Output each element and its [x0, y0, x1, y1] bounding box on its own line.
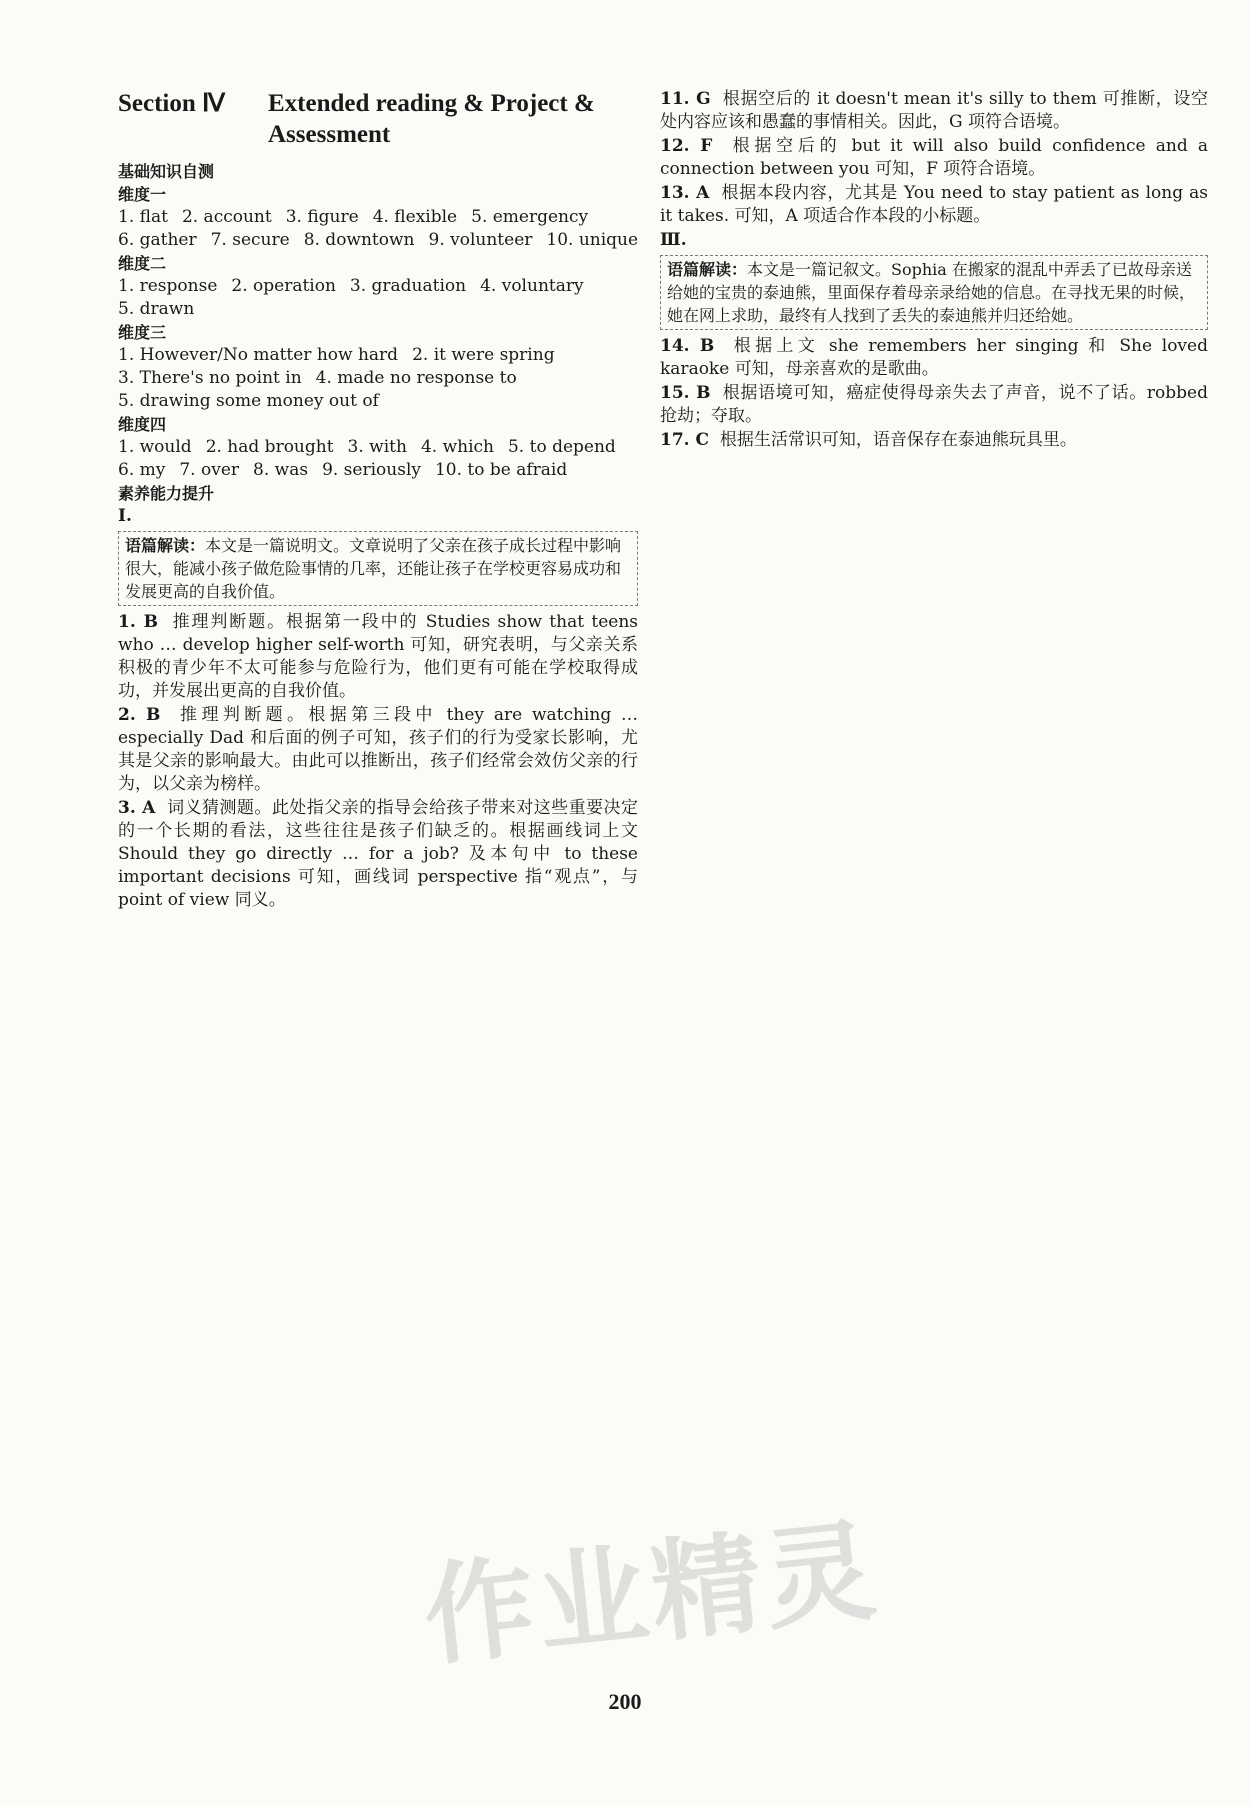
explanation-item [118, 704, 638, 796]
dim4-label: 维度四 [118, 415, 167, 434]
item-answer: 1. B [118, 612, 158, 632]
right-column [660, 88, 1208, 453]
answer: 8. was [253, 460, 309, 480]
answer-row [118, 275, 638, 298]
ability-heading: 素养能力提升 [118, 484, 215, 503]
passage-summary-box [660, 255, 1208, 330]
item-answer: 13. A [660, 183, 710, 203]
item-answer: 11. G [660, 89, 711, 109]
explanation-item [660, 335, 1208, 381]
page-number: 200 [608, 1689, 642, 1714]
answer: 5. drawing some money out of [118, 391, 379, 411]
item-text: 推理判断题。根据第一段中的 Studies show that teens who … develop higher self-worth 可知，研究表明，与父亲关系积极的青少年不太可能参与危险行为，他们更有可能在学校取得成功，并发展出更高的自我价值。 [118, 612, 638, 701]
answer: 3. There's no point in [118, 368, 302, 388]
explanation-item [660, 429, 1208, 452]
item-text: 词义猜测题。此处指父亲的指导会给孩子带来对这些重要决定的一个长期的看法，这些往往是孩子们缺乏的。根据画线词上文 Should they go directly … for a job? 及本句中 to these important decisions 可知，画线词 perspective 指“观点”，与 point of view 同义。 [118, 798, 639, 910]
left-column [118, 88, 638, 913]
part-marker: Ⅲ. [660, 230, 687, 250]
explanation-item [118, 797, 638, 912]
dim3-label: 维度三 [118, 323, 167, 342]
item-text: 根据空后的 but it will also build confidence and a connection between you 可知，F 项符合语境。 [660, 136, 1208, 179]
item-answer: 14. B [660, 336, 715, 356]
answer-row [118, 298, 638, 321]
section-number: Section Ⅳ [118, 90, 226, 117]
item-answer: 15. B [660, 383, 711, 403]
watermark: 作业精灵 [417, 1506, 885, 1682]
dim1-label: 维度一 [118, 185, 167, 204]
answer-row [118, 436, 638, 459]
item-text: 根据本段内容，尤其是 You need to stay patient as long as it takes. 可知，A 项适合作本段的小标题。 [660, 183, 1209, 226]
item-answer: 12. F [660, 136, 713, 156]
answer: 4. which [420, 437, 494, 457]
section-title: Extended reading & Project & Assessment [268, 90, 595, 148]
answer: 1. However/No matter how hard [118, 345, 399, 365]
item-text: 根据空后的 it doesn't mean it's silly to them 可推断，设空处内容应该和愚蠢的事情相关。因此，G 项符合语境。 [660, 89, 1209, 132]
answer: 7. over [179, 460, 240, 480]
item-text: 根据生活常识可知，语音保存在泰迪熊玩具里。 [719, 430, 1077, 450]
answer: 4. made no response to [315, 368, 517, 388]
answer-row [118, 344, 638, 367]
answer: 1. response [118, 276, 218, 296]
item-text: 根据语境可知，癌症使得母亲失去了声音，说不了话。robbed 抢劫；夺取。 [660, 383, 1208, 426]
answer: 3. graduation [349, 276, 467, 296]
answer: 1. would [118, 437, 192, 457]
answer: 5. drawn [118, 299, 195, 319]
answer: 7. secure [210, 230, 290, 250]
explanation-item [660, 182, 1208, 228]
explanation-item [660, 382, 1208, 428]
answer-row [118, 206, 638, 229]
answer: 3. figure [285, 207, 359, 227]
answer-row [118, 459, 638, 482]
section-heading [118, 88, 638, 150]
item-answer: 3. A [118, 798, 156, 818]
answer: 4. voluntary [480, 276, 584, 296]
summary-label: 语篇解读： [667, 260, 748, 279]
answer: 9. seriously [322, 460, 421, 480]
answer: 2. operation [231, 276, 336, 296]
item-answer: 17. C [660, 430, 710, 450]
item-text: 根据上文 she remembers her singing 和 She loved karaoke 可知，母亲喜欢的是歌曲。 [660, 336, 1208, 379]
answer: 3. with [347, 437, 407, 457]
basic-heading: 基础知识自测 [118, 162, 215, 181]
answer: 1. flat [118, 207, 168, 227]
answer: 5. emergency [471, 207, 589, 227]
answer: 9. volunteer [428, 230, 533, 250]
answer: 2. account [181, 207, 272, 227]
answer: 10. unique [546, 230, 639, 250]
answer-row [118, 229, 638, 252]
answer-row [118, 390, 638, 413]
dim2-label: 维度二 [118, 254, 167, 273]
passage-summary-box [118, 531, 638, 606]
summary-text: 本文是一篇记叙文。Sophia 在搬家的混乱中弄丢了已故母亲送给她的宝贵的泰迪熊，里面保存着母亲录给她的信息。在寻找无果的时候，她在网上求助，最终有人找到了丢失的泰迪熊并归还给她。 [667, 260, 1196, 325]
answer: 2. had brought [205, 437, 334, 457]
summary-label: 语篇解读： [125, 536, 206, 555]
answer: 8. downtown [303, 230, 415, 250]
answer: 5. to depend [507, 437, 616, 457]
explanation-item [660, 135, 1208, 181]
answer: 4. flexible [372, 207, 458, 227]
explanation-item [118, 611, 638, 703]
part-marker: Ⅰ. [118, 506, 132, 526]
explanation-item [660, 88, 1208, 134]
item-text: 推理判断题。根据第三段中 they are watching … especially Dad 和后面的例子可知，孩子们的行为受家长影响，尤其是父亲的影响最大。由此可以推断出，孩子们经常会效仿父亲的行为，以父亲为榜样。 [118, 705, 639, 794]
answer: 6. my [118, 460, 166, 480]
answer: 2. it were spring [412, 345, 555, 365]
summary-text: 本文是一篇说明文。文章说明了父亲在孩子成长过程中影响很大，能减小孩子做危险事情的几率，还能让孩子在学校更容易成功和发展更高的自我价值。 [125, 536, 622, 601]
item-answer: 2. B [118, 705, 161, 725]
answer-row [118, 367, 638, 390]
answer: 10. to be afraid [434, 460, 568, 480]
answer: 6. gather [118, 230, 197, 250]
